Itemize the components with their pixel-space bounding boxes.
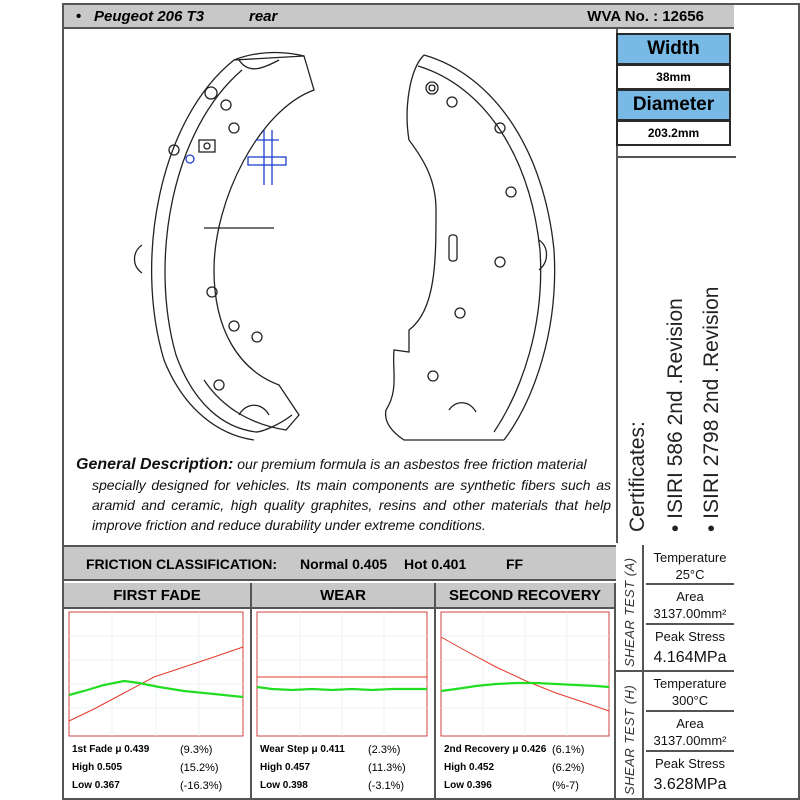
header-bullet: • [76,8,82,25]
spec-separator [616,156,736,158]
friction-label: FRICTION CLASSIFICATION: [86,556,278,572]
stat-label: High 0.452 [444,762,495,773]
first-fade-stats [72,741,242,795]
vehicle-model: Peugeot 206 T3 [94,8,205,25]
stat-label: Low 0.367 [72,780,120,791]
peak-label: Peak Stress [654,756,726,771]
header-bar [64,5,734,29]
certificate-item: • ISIRI 586 2nd .Revision [664,298,687,532]
friction-normal: Normal 0.405 [300,556,388,572]
diameter-value: 203.2mm [616,120,731,146]
shear-h-temperature [646,672,734,712]
stat-value: (15.2%) [180,762,219,774]
description-text-rest: specially designed for vehicles. Its main components are synthetic fibers such as aramid and ceramic, high quality graphites, resins and other materials that help improve friction and reduce durability under extreme conditions. [92,477,611,533]
second-recovery-stats [444,741,614,795]
stat-value: (6.1%) [552,744,585,756]
peak-label: Peak Stress [654,629,726,644]
stat-label: Wear Step μ 0.411 [260,744,345,755]
panel-title: WEAR [252,583,434,609]
wear-panel [252,583,436,798]
first-fade-panel [64,583,252,798]
second-recovery-panel [436,583,616,798]
friction-classification-bar [64,545,616,581]
stat-label: 1st Fade μ 0.439 [72,744,150,755]
width-value: 38mm [616,64,731,90]
panel-title: SECOND RECOVERY [436,583,614,609]
brake-shoe-drawing [64,30,616,445]
shear-h-peak [646,752,734,798]
wear-graph [252,609,434,739]
stat-value: (%-7) [552,780,579,792]
width-label: Width [616,33,731,65]
peak-value: 4.164MPa [653,649,727,666]
brake-position: rear [249,8,278,25]
stat-value: (6.2%) [552,762,585,774]
right-shoe-web [386,55,504,440]
stat-label: Low 0.398 [260,780,308,791]
wear-stats [260,741,430,795]
stat-value: (-16.3%) [180,780,223,792]
stat-label: 2nd Recovery μ 0.426 [444,744,547,755]
general-description [76,454,611,535]
shear-test-a-label: SHEAR TEST (A) [622,557,637,667]
friction-code: FF [506,556,524,572]
first-fade-graph [64,609,250,739]
second-recovery-graph [436,609,614,739]
left-shoe-web [204,56,314,430]
shear-test-h-label: SHEAR TEST (H) [622,684,637,795]
area-label: Area [676,716,704,731]
stat-label: High 0.505 [72,762,123,773]
certificate-item: • ISIRI 2798 2nd .Revision [700,286,723,532]
shear-a-peak [646,625,734,670]
certificates-block [616,160,736,542]
friction-hot: Hot 0.401 [404,556,467,572]
stat-value: (-3.1%) [368,780,405,792]
area-value: 3137.00mm² [653,733,727,748]
stat-value: (2.3%) [368,744,401,756]
stat-label: Low 0.396 [444,780,492,791]
area-label: Area [676,589,704,604]
left-shoe-outer [152,60,254,440]
stat-value: (11.3%) [368,762,406,774]
certificates-title: Certificates: [626,421,649,532]
shear-a-area [646,585,734,625]
temperature-value: 300°C [671,693,709,708]
stat-value: (9.3%) [180,744,213,756]
shear-h-area [646,712,734,752]
shear-a-temperature [646,547,734,585]
right-shoe-outer [424,55,555,440]
stat-label: High 0.457 [260,762,311,773]
area-value: 3137.00mm² [653,606,727,621]
description-heading: General Description: [76,456,234,473]
panel-title: FIRST FADE [64,583,250,609]
diameter-label: Diameter [616,89,731,121]
description-text-first: our premium formula is an asbestos free friction material [237,456,587,472]
peak-value: 3.628MPa [653,776,727,793]
temperature-label: Temperature [653,676,727,691]
temperature-label: Temperature [653,550,727,565]
temperature-value: 25°C [675,567,705,582]
wva-number: WVA No. : 12656 [587,8,704,25]
